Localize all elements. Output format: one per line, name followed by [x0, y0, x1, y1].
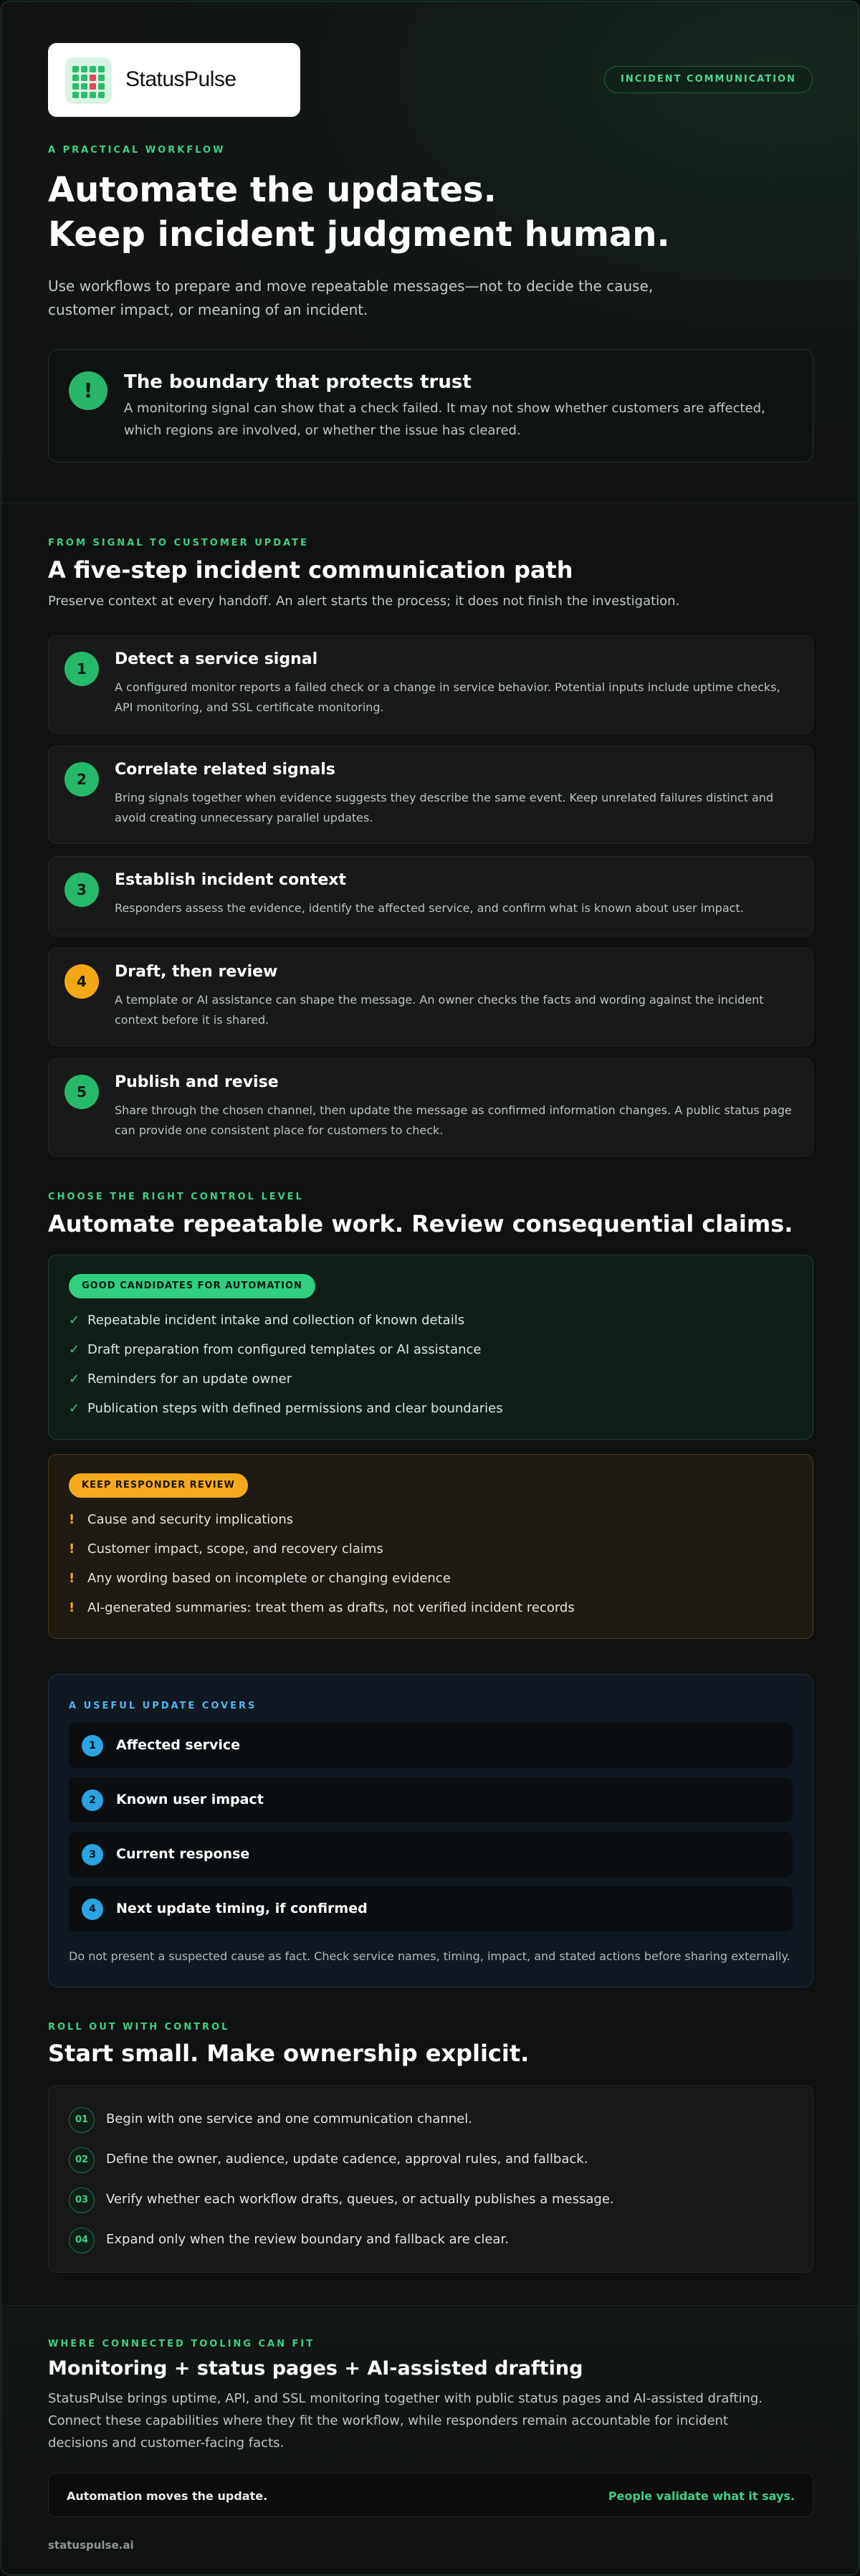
brand-name: StatusPulse	[125, 67, 236, 91]
step-card	[48, 1058, 813, 1156]
control-title: Automate repeatable work. Review consequential claims.	[48, 1210, 793, 1237]
page-title	[48, 168, 670, 257]
cover-number: 1	[82, 1735, 103, 1757]
path-subtitle: Preserve context at every handoff. An alert starts the process; it does not finish the investigation.	[48, 594, 680, 609]
rollout-number: 04	[69, 2228, 95, 2253]
warning-icon: !	[69, 1600, 75, 1615]
cover-item	[69, 1886, 793, 1931]
tooling-callout	[48, 2473, 813, 2517]
step-number: 5	[64, 1075, 99, 1109]
list-item: ✓ Repeatable incident intake and collection of known details	[69, 1313, 465, 1328]
rollout-text: Expand only when the review boundary and fallback are clear.	[106, 2232, 509, 2247]
step-title: Publish and revise	[115, 1073, 279, 1091]
path-title: A five-step incident communication path	[48, 556, 573, 584]
trust-callout-title: The boundary that protects trust	[124, 371, 472, 393]
page-frame	[1, 1, 859, 2575]
trust-callout	[48, 349, 813, 462]
warning-icon: !	[69, 1571, 75, 1586]
tooling-title: Monitoring + status pages + AI-assisted drafting	[48, 2357, 583, 2380]
page-title-line-1: Automate the updates.	[48, 170, 497, 210]
callout-left-text: Automation moves the update.	[67, 2489, 268, 2503]
page-title-line-2: Keep incident judgment human.	[48, 214, 670, 255]
rollout-title: Start small. Make ownership explicit.	[48, 2040, 530, 2067]
tooling-eyebrow: WHERE CONNECTED TOOLING CAN FIT	[48, 2339, 315, 2349]
step-card	[48, 856, 813, 936]
step-body: Bring signals together when evidence suggests they describe the same event. Keep unrelated failures distinct and avoid creating unnecessary parallel updates.	[115, 791, 774, 824]
step-body: Responders assess the evidence, identify the affected service, and confirm what is known about user impact.	[115, 901, 744, 915]
warning-icon: !	[69, 1541, 75, 1556]
incident-communication-tag: INCIDENT COMMUNICATION	[604, 66, 813, 93]
rollout-panel	[48, 2085, 813, 2273]
rollout-number: 01	[69, 2107, 95, 2133]
cover-number: 3	[82, 1844, 103, 1866]
warning-icon: !	[69, 1512, 75, 1527]
step-body: A template or AI assistance can shape the message. An owner checks the facts and wording against the incident context before it is shared.	[115, 993, 764, 1027]
cover-label: Current response	[116, 1846, 250, 1862]
rollout-eyebrow: ROLL OUT WITH CONTROL	[48, 2022, 230, 2033]
brand-logo[interactable]	[48, 43, 300, 117]
cover-item	[69, 1832, 793, 1877]
list-item: ! Any wording based on incomplete or changing evidence	[69, 1571, 451, 1586]
update-covers-panel	[48, 1674, 813, 1987]
tooling-body: StatusPulse brings uptime, API, and SSL monitoring together with public status pages and AI-assisted drafting. Connect these capabilities where they fit the workflow, while responders remain accountable for incident decisions and customer-facing facts.	[48, 2391, 763, 2451]
step-card	[48, 948, 813, 1046]
step-body: Share through the chosen channel, then update the message as confirmed information changes. A public status page can provide one consistent place for customers to check.	[115, 1103, 792, 1137]
hero-eyebrow: A PRACTICAL WORKFLOW	[48, 145, 226, 156]
rollout-number: 03	[69, 2187, 95, 2213]
covers-eyebrow: A USEFUL UPDATE COVERS	[69, 1701, 257, 1711]
list-item: ! Customer impact, scope, and recovery claims	[69, 1541, 383, 1556]
step-title: Establish incident context	[115, 871, 346, 889]
review-badge: KEEP RESPONDER REVIEW	[69, 1473, 248, 1498]
review-panel	[48, 1454, 813, 1639]
check-icon: ✓	[69, 1342, 80, 1357]
step-number: 4	[64, 964, 99, 999]
step-number: 2	[64, 762, 99, 797]
list-item: ! AI-generated summaries: treat them as drafts, not verified incident records	[69, 1600, 575, 1615]
cover-label: Affected service	[116, 1737, 241, 1753]
step-number: 1	[64, 652, 99, 686]
rollout-text: Begin with one service and one communication channel.	[106, 2111, 472, 2126]
step-number: 3	[64, 873, 99, 907]
step-body: A configured monitor reports a failed check or a change in service behavior. Potential inputs include uptime checks, API monitoring, and SSL certificate monitoring.	[115, 680, 780, 714]
rollout-text: Define the owner, audience, update cadence, approval rules, and fallback.	[106, 2152, 588, 2167]
cover-label: Next update timing, if confirmed	[116, 1901, 368, 1916]
cover-label: Known user impact	[116, 1792, 264, 1807]
cover-item	[69, 1723, 793, 1768]
automation-panel	[48, 1255, 813, 1440]
list-item: ✓ Draft preparation from configured templates or AI assistance	[69, 1342, 482, 1357]
logo-grid-icon	[65, 57, 112, 104]
list-item: ✓ Publication steps with defined permissions and clear boundaries	[69, 1401, 503, 1416]
hero-section	[1, 1, 859, 503]
step-title: Draft, then review	[115, 963, 278, 981]
check-icon: ✓	[69, 1372, 80, 1387]
callout-right-text: People validate what it says.	[608, 2489, 795, 2503]
step-title: Correlate related signals	[115, 761, 335, 779]
rollout-number: 02	[69, 2147, 95, 2173]
step-card	[48, 746, 813, 844]
exclamation-icon: !	[69, 371, 108, 410]
list-item: ! Cause and security implications	[69, 1512, 294, 1527]
control-eyebrow: CHOOSE THE RIGHT CONTROL LEVEL	[48, 1192, 304, 1202]
step-title: Detect a service signal	[115, 650, 318, 668]
list-item: ✓ Reminders for an update owner	[69, 1372, 292, 1387]
path-eyebrow: FROM SIGNAL TO CUSTOMER UPDATE	[48, 538, 309, 548]
cover-item	[69, 1777, 793, 1822]
check-icon: ✓	[69, 1401, 80, 1416]
tooling-section	[1, 2305, 859, 2575]
cover-number: 2	[82, 1790, 103, 1811]
hero-subtitle: Use workflows to prepare and move repeatable messages—not to decide the cause, customer impact, or meaning of an incident.	[48, 277, 654, 318]
covers-note: Do not present a suspected cause as fact. Check service names, timing, impact, and stated actions before sharing externally.	[69, 1949, 790, 1963]
cover-number: 4	[82, 1898, 103, 1920]
check-icon: ✓	[69, 1313, 80, 1328]
trust-callout-body: A monitoring signal can show that a check failed. It may not show whether customers are affected, which regions are involved, or whether the issue has cleared.	[124, 401, 765, 438]
footer-domain-link[interactable]: statuspulse.ai	[48, 2539, 134, 2552]
automation-badge: GOOD CANDIDATES FOR AUTOMATION	[69, 1274, 315, 1298]
rollout-text: Verify whether each workflow drafts, queues, or actually publishes a message.	[106, 2192, 614, 2207]
step-card	[48, 635, 813, 733]
